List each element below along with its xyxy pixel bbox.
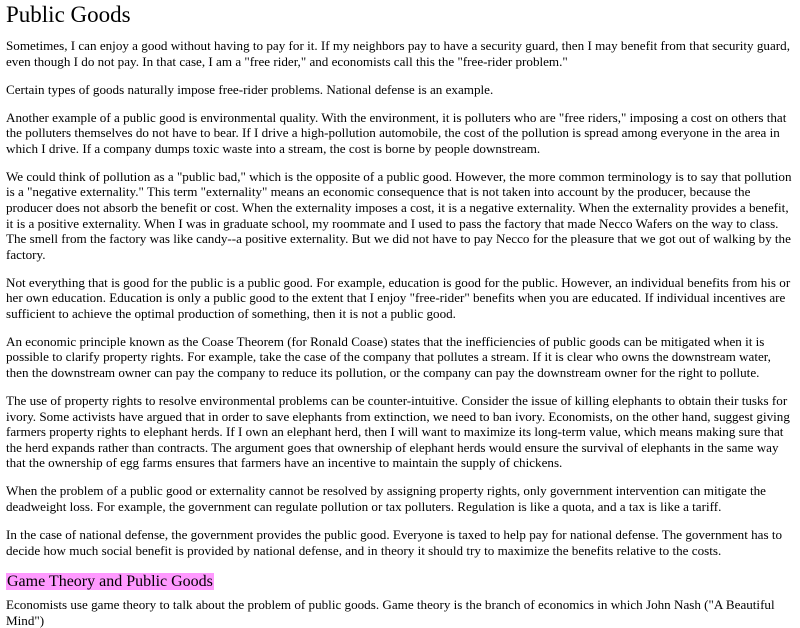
section-heading: [6, 571, 794, 592]
paragraph-partial: Economists use game theory to talk about the problem of public goods. Game theory is the branch of economics in which John Nash ("A Beautiful Mind"): [6, 597, 775, 628]
paragraph-4: We could think of pollution as a "public bad," which is the opposite of a public good. However, the more common terminology is to say that pollution is a "negative externality." This term "externality" means an economic consequence that is not taken into account by the producer, because the producer does not absorb the benefit or cost. When the externality imposes a cost, it is a negative externality. When the externality provides a benefit, it is a positive externality. When I was in graduate school, my roommate and I used to pass the factory that made Necco Wafers on the way to class. The smell from the factory was like candy--a positive externality. But we did not have to pay Necco for the pleasure that we got out of walking by the factory.: [6, 168, 792, 262]
paragraph-7: The use of property rights to resolve environmental problems can be counter-intuitive. Consider the issue of killing elephants to obtain their tusks for ivory. Some activists have argued that in order to save elephants from extinction, we need to ban ivory. Economists, on the other hand, suggest giving farmers property rights to elephant herds. If I own an elephant herd, then I will want to maximize its long-term value, which means making sure that the herd expands rather than contracts. The argument goes that ownership of elephant herds would ensure the survival of elephants in the same way that the ownership of egg farms ensures that farmers have an incentive to maintain the supply of chickens.: [6, 393, 790, 471]
paragraph-2: Certain types of goods naturally impose free-rider problems. National defense is an example.: [6, 81, 494, 97]
paragraph-8: When the problem of a public good or externality cannot be resolved by assigning property rights, only government intervention can mitigate the deadweight loss. For example, the government can regulate pollution or tax polluters. Regulation is like a quota, and a tax is like a tariff.: [6, 483, 766, 514]
paragraph-9: In the case of national defense, the government provides the public good. Everyone is taxed to help pay for national defense. The government has to decide how much social benefit is provided by national defense, and in theory it should try to maximize the benefits relative to the costs.: [6, 526, 783, 558]
paragraph-3: Another example of a public good is environmental quality. With the environment, it is polluters who are "free riders," imposing a cost on others that the polluters themselves do not have to bear. If I drive a high-pollution automobile, the cost of the pollution is spread among everyone in the area in which I drive. If a company dumps toxic waste into a stream, the cost is borne by people downstream.: [6, 109, 787, 156]
paragraph-6: An economic principle known as the Coase Theorem (for Ronald Coase) states that the inefficiencies of public goods can be mitigated when it is possible to clarify property rights. For example, take the case of the company that pollutes a stream. If it is clear who owns the downstream water, then the downstream owner can pay the company to reduce its pollution, or the company can pay the downstream owner for the right to pollute.: [6, 333, 771, 381]
page-title: Public Goods: [6, 2, 131, 27]
page: [0, 1, 800, 628]
paragraph-1: Sometimes, I can enjoy a good without having to pay for it. If my neighbors pay to have a security guard, then I may benefit from that security guard, even though I do not pay. In that case, I am a "free rider," and economists call this the "free-rider problem.": [6, 38, 790, 69]
paragraph-5: Not everything that is good for the public is a public good. For example, education is good for the public. However, an individual benefits from his or her own education. Education is only a public good to the extent that I enjoy "free-rider" benefits when you are educated. If individual incentives are sufficient to achieve the optimal production of something, then it is not a public good.: [6, 274, 791, 321]
highlighted-heading-text: Game Theory and Public Goods: [7, 573, 213, 591]
